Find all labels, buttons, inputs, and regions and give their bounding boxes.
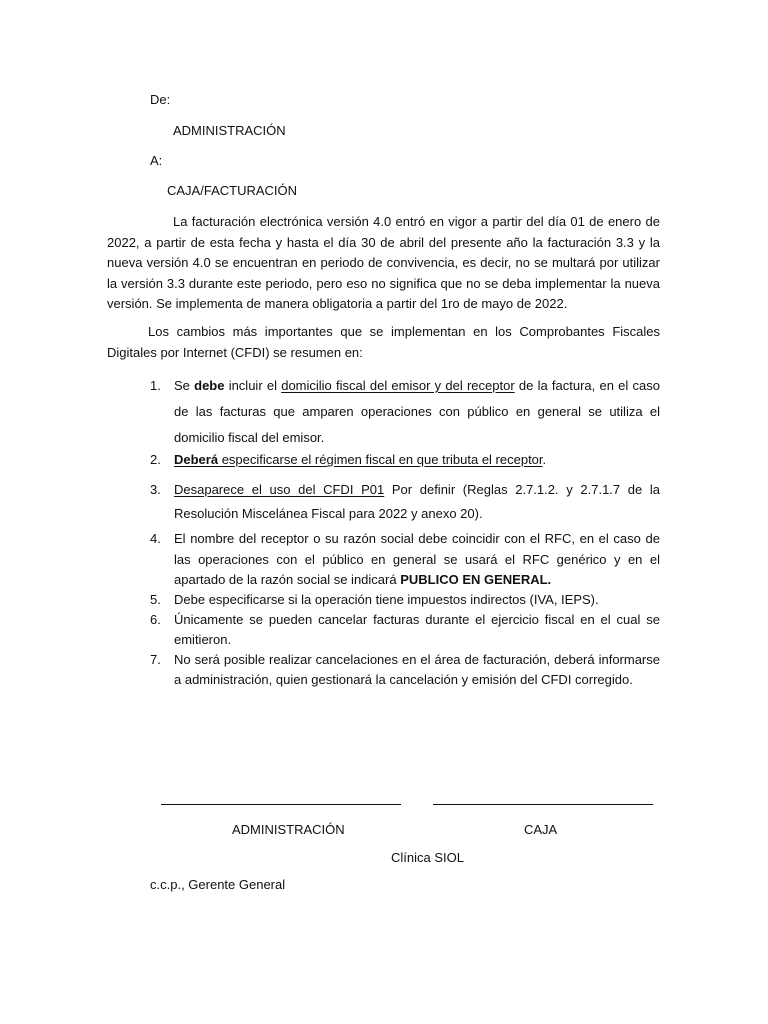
organization-name: Clínica SIOL <box>391 850 464 865</box>
list-item-text <box>174 610 660 650</box>
list-item-text <box>174 478 660 526</box>
text: de la factura, en el caso de las facturas que amparen operaciones con público en general se utiliza el domicilio fiscal del emisor. <box>174 378 660 445</box>
paragraph-intro-text: La facturación electrónica versión 4.0 entró en vigor a partir del día 01 de enero de 2022, a partir de esta fecha y hasta el día 30 de abril del presente año la facturación 3.3 y la nueva versión 4.0 se encuentran en periodo de convivencia, es decir, no se multará por utilizar la versión 3.3 durante este periodo, pero eso no significa que no se deba implementar la nueva versión. Se implementa de manera obligatoria a partir del 1ro de mayo de 2022. <box>107 214 660 311</box>
bold-text: debe <box>194 378 225 393</box>
list-item-5 <box>150 590 660 610</box>
text: . <box>542 452 547 467</box>
list-item-1 <box>150 373 660 451</box>
list-number: 2. <box>150 452 161 467</box>
signature-line-administracion <box>161 804 401 805</box>
list-item-text <box>174 529 660 591</box>
list-item-7 <box>150 650 660 690</box>
list-item-text <box>174 451 660 469</box>
signature-administracion: ADMINISTRACIÓN <box>232 822 345 837</box>
underlined-text: domicilio fiscal del emisor y del receptor <box>281 378 515 393</box>
to-value: CAJA/FACTURACIÓN <box>167 183 298 198</box>
text: No será posible realizar cancelaciones en el área de facturación, deberá informarse a administración, quien gestionará la cancelación y emisión del CFDI corregido. <box>174 652 660 687</box>
from-value: ADMINISTRACIÓN <box>173 123 286 138</box>
list-item-4 <box>150 529 660 591</box>
signature-line-caja <box>433 804 653 805</box>
list-item-text <box>174 373 660 451</box>
text: Debe especificarse si la operación tiene impuestos indirectos (IVA, IEPS). <box>174 592 599 607</box>
ccp-line: c.c.p., Gerente General <box>150 877 286 892</box>
paragraph-intro <box>107 212 660 315</box>
signature-caja: CAJA <box>524 822 558 837</box>
list-item-2 <box>150 451 660 469</box>
list-item-3 <box>150 478 660 526</box>
text: Se <box>174 378 195 393</box>
bold-underlined-text: Deberá <box>174 452 219 467</box>
list-number: 3. <box>150 482 161 497</box>
list-item-6 <box>150 610 660 650</box>
text: Por definir (Reglas 2.7.1.2. y 2.7.1.7 de la Resolución Miscelánea Fiscal para 2022 y anexo 20). <box>174 482 661 521</box>
list-number: 6. <box>150 612 161 627</box>
list-item-text <box>174 650 660 690</box>
paragraph-changes <box>107 322 660 363</box>
list-number: 1. <box>150 378 161 393</box>
underlined-text: Desaparece el uso del CFDI P01 <box>174 482 385 497</box>
text: Únicamente se pueden cancelar facturas durante el ejercicio fiscal en el cual se emitieron. <box>174 612 660 647</box>
text: El nombre del receptor o su razón social debe coincidir con el RFC, en el caso de las operaciones con el público en general se usará el RFC genérico y en el apartado de la razón social se indicará <box>174 531 660 587</box>
to-label: A: <box>150 153 163 168</box>
paragraph-changes-text: Los cambios más importantes que se implementan en los Comprobantes Fiscales Digitales por Internet (CFDI) se resumen en: <box>107 324 660 360</box>
underlined-text: especificarse el régimen fiscal en que tributa el receptor <box>218 452 543 467</box>
text: incluir el <box>224 378 282 393</box>
list-number: 4. <box>150 531 161 546</box>
from-label: De: <box>150 92 171 107</box>
bold-text: PUBLICO EN GENERAL. <box>400 572 552 587</box>
list-number: 5. <box>150 592 161 607</box>
list-item-text <box>174 590 660 610</box>
list-number: 7. <box>150 652 161 667</box>
